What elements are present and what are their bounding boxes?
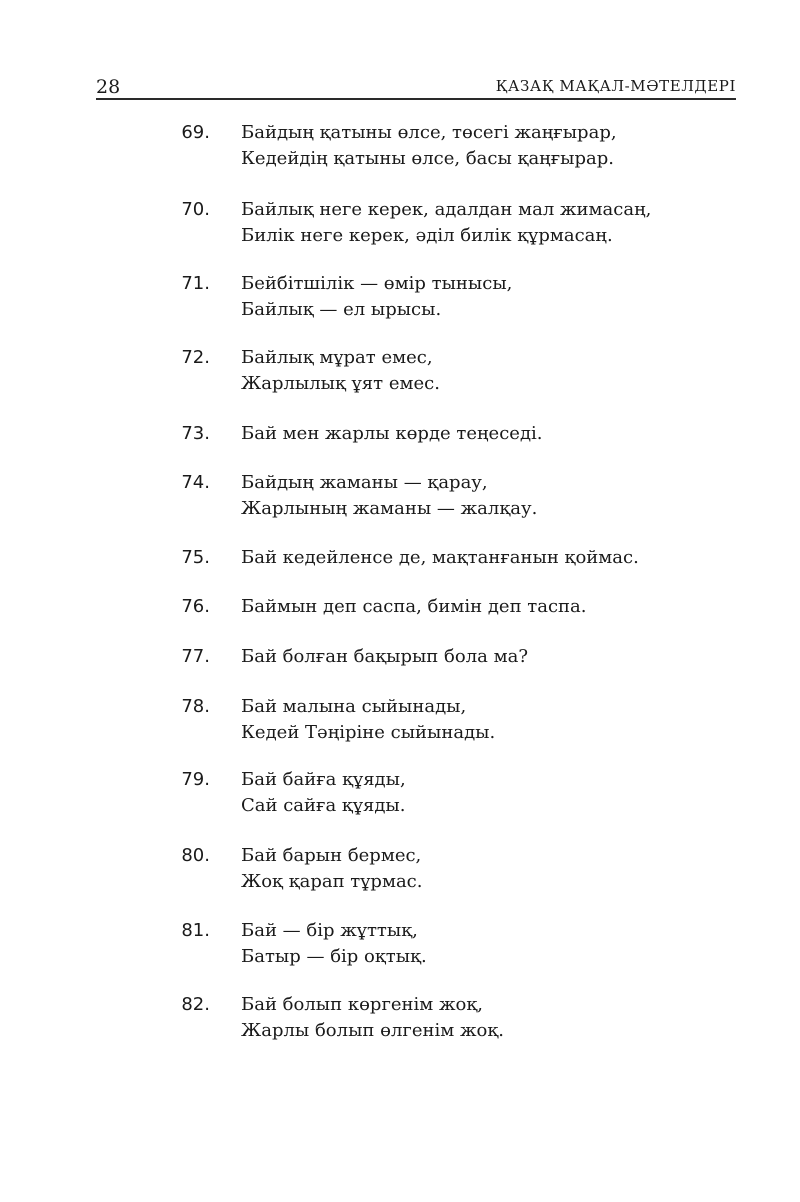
proverb-number: 80. <box>181 845 210 866</box>
proverb-line: Бай барын бермес, <box>241 845 422 866</box>
proverb-number: 70. <box>181 199 210 220</box>
proverb-text <box>241 694 761 746</box>
proverb-number: 72. <box>181 347 210 368</box>
proverb-line: Байлық — ел ырысы. <box>241 299 442 320</box>
proverb-number: 74. <box>181 472 210 493</box>
proverb-text <box>241 594 761 620</box>
proverb-line: Жарлының жаманы — жалқау. <box>241 498 538 519</box>
proverb-line: Жоқ қарап тұрмас. <box>241 871 423 892</box>
proverb-line: Бай байға құяды, <box>241 769 406 790</box>
proverb-number: 81. <box>181 920 210 941</box>
proverb-text <box>241 992 761 1044</box>
proverb-line: Кедейдің қатыны өлсе, басы қаңғырар. <box>241 148 614 169</box>
proverb-line: Байдың жаманы — қарау, <box>241 472 488 493</box>
proverb-line: Бейбітшілік — өмір тынысы, <box>241 273 513 294</box>
proverb-line: Бай мен жарлы көрде теңеседі. <box>241 423 543 444</box>
proverb-number: 77. <box>181 646 210 667</box>
proverb-line: Байдың қатыны өлсе, төсегі жаңғырар, <box>241 122 617 143</box>
proverb-text <box>241 918 761 970</box>
proverb-line: Жарлы болып өлгенім жоқ. <box>241 1020 504 1041</box>
proverb-text <box>241 197 761 249</box>
proverb-number: 75. <box>181 547 210 568</box>
proverb-number: 82. <box>181 994 210 1015</box>
proverb-line: Бай — бір жұттық, <box>241 920 418 941</box>
proverb-line: Бай болып көргенім жоқ, <box>241 994 484 1015</box>
proverb-line: Кедей Тәңіріне сыйынады. <box>241 722 496 743</box>
proverb-line: Бай малына сыйынады, <box>241 696 467 717</box>
proverb-text <box>241 421 761 447</box>
proverb-text <box>241 271 761 323</box>
proverb-line: Билік неге керек, әділ билік құрмасаң. <box>241 225 613 246</box>
running-title: ҚАЗАҚ МАҚАЛ-МӘТЕЛДЕРІ <box>495 77 736 95</box>
proverb-text <box>241 470 761 522</box>
proverb-number: 76. <box>181 596 210 617</box>
proverb-line: Байлық неге керек, адалдан мал жимасаң, <box>241 199 652 220</box>
proverb-line: Байлық мұрат емес, <box>241 347 433 368</box>
proverb-text <box>241 843 761 895</box>
proverb-number: 78. <box>181 696 210 717</box>
proverb-line: Батыр — бір оқтық. <box>241 946 427 967</box>
proverb-line: Жарлылық ұят емес. <box>241 373 440 394</box>
proverb-text <box>241 767 761 819</box>
proverb-number: 79. <box>181 769 210 790</box>
proverb-line: Баймын деп саспа, бимін деп таспа. <box>241 596 587 617</box>
proverb-number: 69. <box>181 122 210 143</box>
proverb-line: Сай сайға құяды. <box>241 795 406 816</box>
proverb-line: Бай болған бақырып бола ма? <box>241 646 528 667</box>
proverb-line: Бай кедейленсе де, мақтанғанын қоймас. <box>241 547 639 568</box>
proverb-text <box>241 345 761 397</box>
proverb-text <box>241 545 761 571</box>
proverb-text <box>241 120 761 172</box>
page-number: 28 <box>96 76 121 98</box>
proverb-number: 71. <box>181 273 210 294</box>
proverb-text <box>241 644 761 670</box>
proverb-number: 73. <box>181 423 210 444</box>
